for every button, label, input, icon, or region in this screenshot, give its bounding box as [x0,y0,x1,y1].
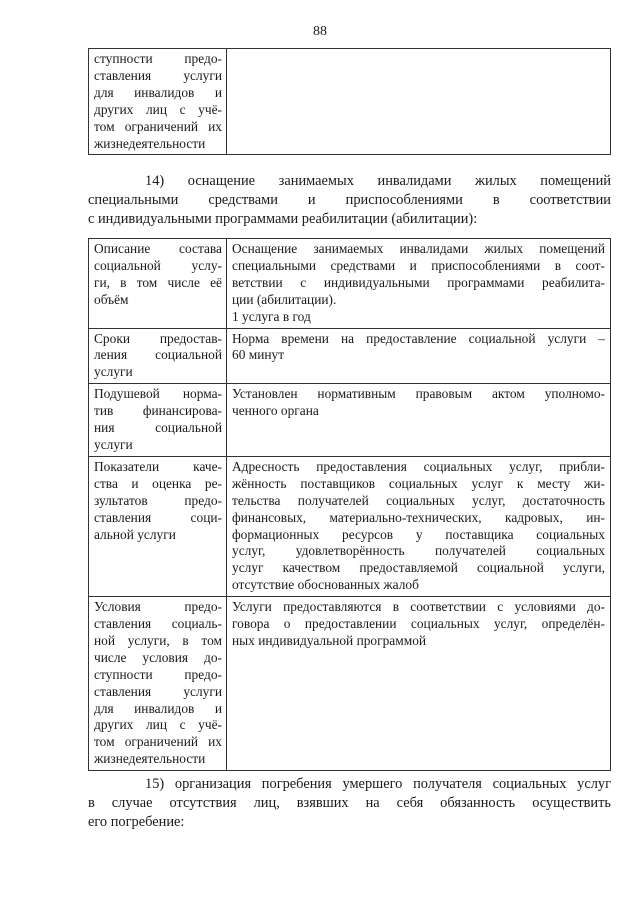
table-label-cell: Показатели каче- ства и оценка ре- зультатов предо- ставления соци- альной услуги [89,456,227,596]
table-row [89,597,611,771]
continued-table [88,48,611,155]
table-value-cell: Норма времени на предоставление социальной услуги – 60 минут [227,328,611,384]
table-value-cell: Адресность предоставления социальных услуг, прибли- жённость поставщиков социальных услуг к месту жи- тельства получателей социальных услуг, достаточность финансовых, материально-технических, кадровых, ин- формационных ресурсов у поставщика социальных услуг, удовлетворённость получателей социальных услуг качеством предоставляемой социальной услуги, отсутствие обоснованных жалоб [227,456,611,596]
table-label-cell: Сроки предостав- ления социальной услуги [89,328,227,384]
section-15-intro: 15) организация погребения умершего получателя социальных услуг в случае отсутствия лиц, взявших на себя обязанность осуществить его погребение: [88,776,611,830]
table-row [89,49,611,155]
table-label-cell: Условия предо- ставления социаль- ной услуги, в том числе условия до- ступности предо- ставления услуги для инвалидов и других лиц с учё- том ограничений их жизнедеятельности [89,597,227,771]
table-value-cell: Услуги предоставляются в соответствии с условиями до- говора о предоставлении социальных услуг, определён- ных индивидуальной программой [227,597,611,771]
table-label-cell: ступности предо- ставления услуги для инвалидов и других лиц с учё- том ограничений их жизнедеятельности [89,49,227,155]
table-row [89,328,611,384]
page-number: 88 [313,24,327,39]
table-label-cell: Описание состава социальной услу- ги, в том числе её объём [89,239,227,329]
section-14-intro: 14) оснащение занимаемых инвалидами жилых помещений специальными средствами и приспособлениями в соответствии с индивидуальными программами реабилитации (абилитации): [88,173,611,227]
table-value-cell [227,49,611,155]
table-value-cell: Установлен нормативным правовым актом уполномо- ченного органа [227,384,611,457]
table-label-cell: Подушевой норма- тив финансирова- ния социальной услуги [89,384,227,457]
table-value-cell: Оснащение занимаемых инвалидами жилых помещений специальными средствами и приспособлениями в соот- ветствии с индивидуальными программами реабилита- ции (абилитации). 1 услуга в год [227,239,611,329]
table-row [89,456,611,596]
section-14-table [88,238,611,771]
table-row [89,384,611,457]
table-row [89,239,611,329]
